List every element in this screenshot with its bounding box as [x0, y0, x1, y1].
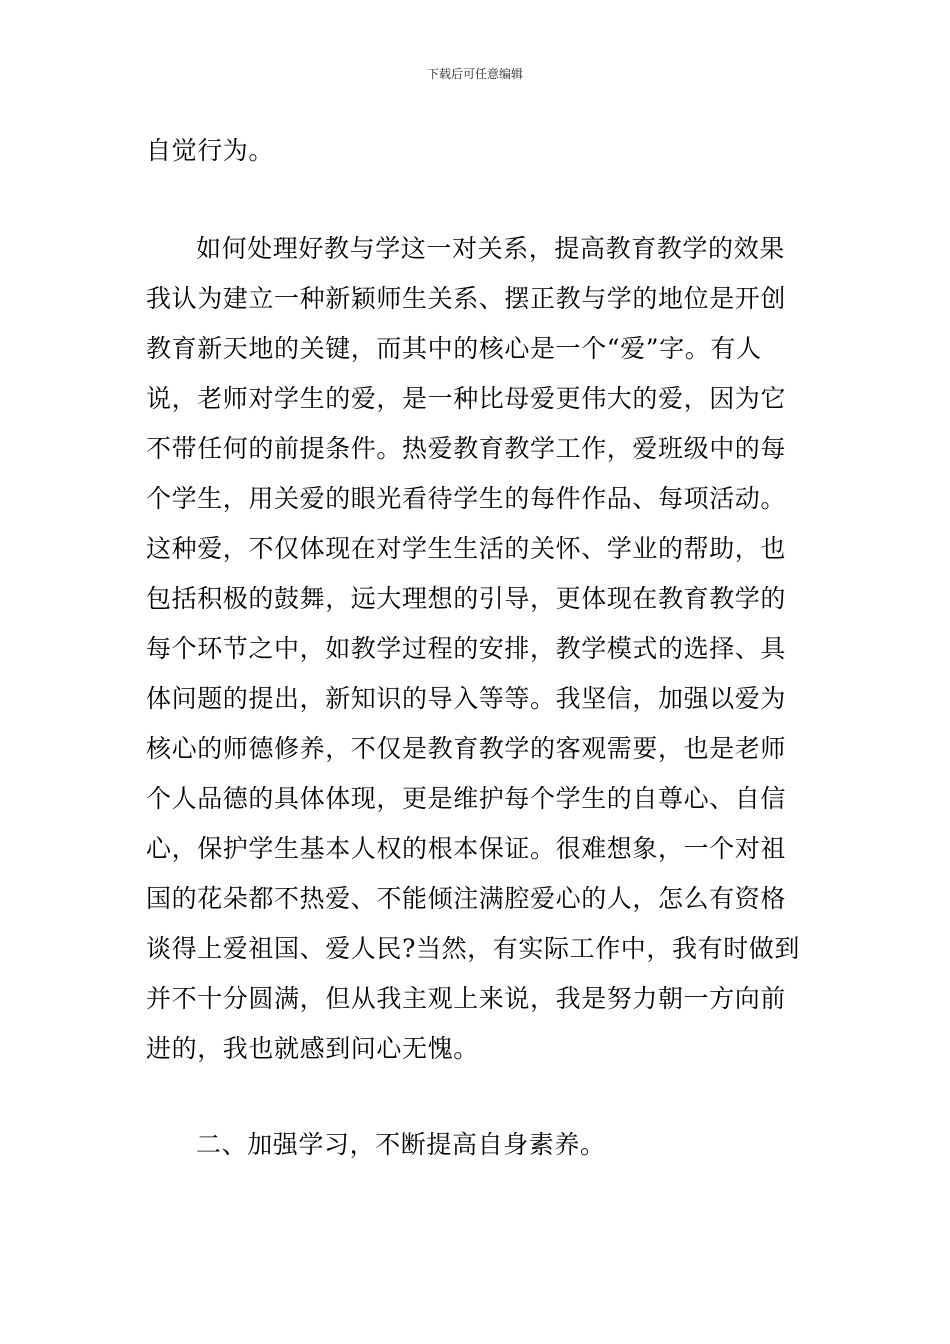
paragraph-line: 进的，我也就感到问心无愧。	[146, 1034, 479, 1063]
header-note: 下载后可任意编辑	[426, 67, 523, 81]
paragraph-line: 包括积极的鼓舞，远大理想的引导，更体现在教育教学的	[146, 584, 787, 613]
paragraph-line: 并不十分圆满，但从我主观上来说，我是努力朝一方向前	[146, 984, 787, 1013]
paragraph-line: 心，保护学生基本人权的根本保证。很难想象，一个对祖	[146, 834, 787, 863]
paragraph-line: 说，老师对学生的爱，是一种比母爱更伟大的爱，因为它	[146, 384, 787, 413]
paragraph-line: 个人品德的具体体现，更是维护每个学生的自尊心、自信	[146, 784, 787, 813]
paragraph-line: 教育新天地的关键，而其中的核心是一个“爱”字。有人	[146, 334, 762, 363]
paragraph-line: 这种爱，不仅体现在对学生生活的关怀、学业的帮助，也	[146, 534, 787, 563]
paragraph-line: 个学生，用关爱的眼光看待学生的每件作品、每项活动。	[146, 484, 787, 513]
paragraph-line: 每个环节之中，如教学过程的安排，教学模式的选择、具	[146, 634, 787, 663]
paragraph-line: 如何处理好教与学这一对关系，提高教育教学的效果	[196, 234, 785, 263]
paragraph-main	[146, 224, 806, 1074]
paragraph-line: 不带任何的前提条件。热爱教育教学工作，爱班级中的每	[146, 434, 787, 463]
paragraph-line: 体问题的提出，新知识的导入等等。我坚信，加强以爱为	[146, 684, 787, 713]
paragraph-line: 我认为建立一种新颖师生关系、摆正教与学的地位是开创	[146, 284, 787, 313]
paragraph-continuation: 自觉行为。	[146, 136, 275, 165]
paragraph-line: 谈得上爱祖国、爱人民?当然，有实际工作中，我有时做到	[146, 934, 801, 963]
paragraph-line: 国的花朵都不热爱、不能倾注满腔爱心的人，怎么有资格	[146, 884, 787, 913]
paragraph-line: 核心的师德修养，不仅是教育教学的客观需要，也是老师	[146, 734, 787, 763]
section-heading: 二、加强学习，不断提高自身素养。	[196, 1130, 606, 1159]
